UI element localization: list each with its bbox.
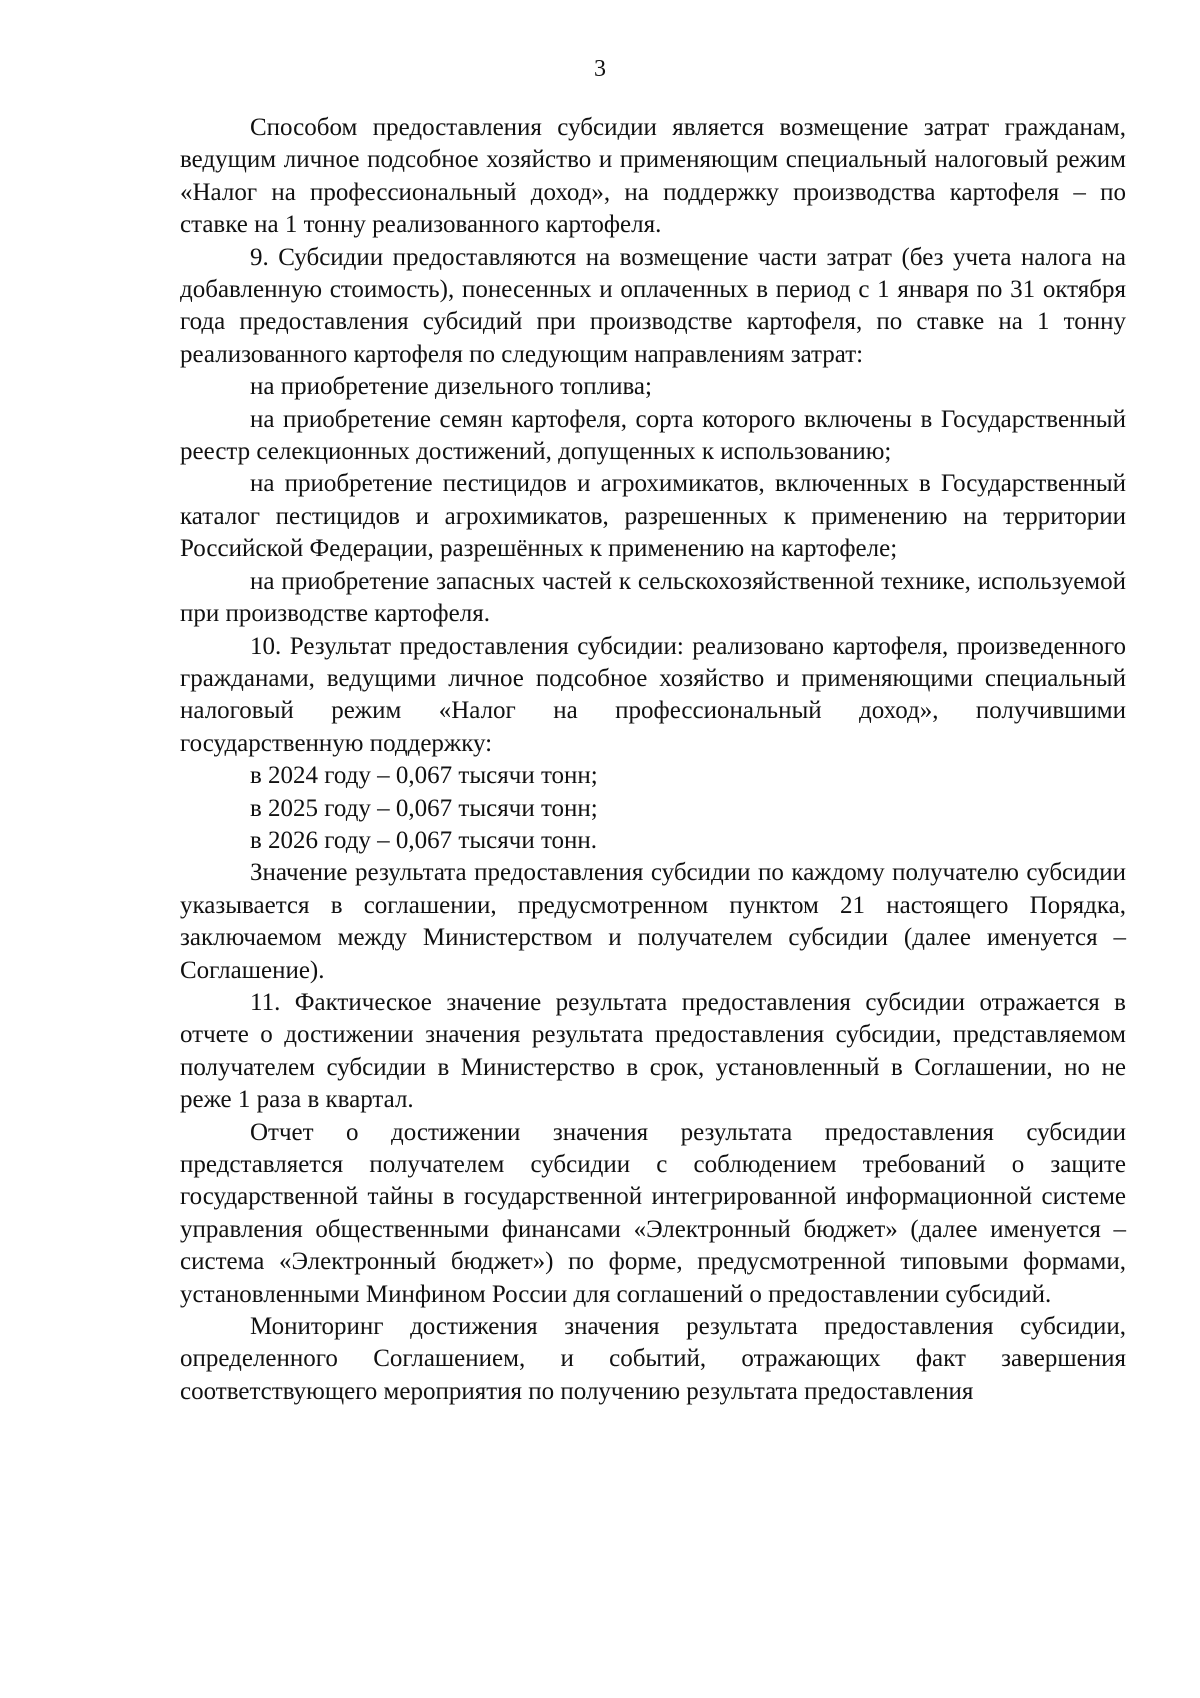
page-number: 3 — [594, 56, 606, 82]
paragraph-11: 11. Фактическое значение результата предоставления субсидии отражается в отчете о достижении значения результата предоставления субсидии, представляемом получателем субсидии в Министерство в срок, установленный в Соглашении, но не реже 1 раза в квартал. — [180, 988, 1126, 1114]
list-item-diesel: на приобретение дизельного топлива; — [250, 373, 652, 401]
paragraph-9: 9. Субсидии предоставляются на возмещение части затрат (без учета налога на добавленную стоимость), понесенных и оплаченных в период с 1 января по 31 октября года предоставления субсидий при производстве картофеля, по ставке на 1 тонну реализованного картофеля по следующим направлениям затрат: — [180, 243, 1126, 368]
result-2025: в 2025 году – 0,067 тысячи тонн; — [250, 794, 598, 822]
paragraph-report: Отчет о достижении значения результата предоставления субсидии представляется получателем субсидии с соблюдением требований о защите государственной тайны в государственной интегрированной информационной системе управления общественными финансами «Электронный бюджет» (далее именуется – система «Электронный бюджет») по форме, предусмотренной типовыми формами, установленными Минфином России для соглашений о предоставлении субсидий. — [180, 1118, 1126, 1308]
list-item-pesticides: на приобретение пестицидов и агрохимикатов, включенных в Государственный каталог пестицидов и агрохимикатов, разрешенных к применению на территории Российской Федерации, разрешённых к применению на картофеле; — [180, 470, 1126, 563]
paragraph-result-value: Значение результата предоставления субсидии по каждому получателю субсидии указывается в соглашении, предусмотренном пунктом 21 настоящего Порядка, заключаемом между Министерством и получателем субсидии (далее именуется – Соглашение). — [180, 859, 1126, 984]
result-2024: в 2024 году – 0,067 тысячи тонн; — [250, 762, 598, 790]
document-body — [180, 112, 1126, 1408]
list-item-spare-parts: на приобретение запасных частей к сельскохозяйственной технике, используемой при производстве картофеля. — [180, 567, 1126, 628]
list-item-seeds: на приобретение семян картофеля, сорта которого включены в Государственный реестр селекционных достижений, допущенных к использованию; — [180, 405, 1126, 466]
paragraph-method: Способом предоставления субсидии является возмещение затрат гражданам, ведущим личное подсобное хозяйство и применяющим специальный налоговый режим «Налог на профессиональный доход», на поддержку производства картофеля – по ставке на 1 тонну реализованного картофеля. — [180, 114, 1126, 239]
result-2026: в 2026 году – 0,067 тысячи тонн. — [250, 826, 598, 854]
paragraph-10: 10. Результат предоставления субсидии: реализовано картофеля, произведенного гражданами, ведущими личное подсобное хозяйство и применяющими специальный налоговый режим «Налог на профессиональный доход», получившими государственную поддержку: — [180, 632, 1126, 757]
paragraph-monitoring: Мониторинг достижения значения результата предоставления субсидии, определенного Соглашением, и событий, отражающих факт завершения соответствующего мероприятия по получению результата предоставления — [180, 1313, 1126, 1405]
